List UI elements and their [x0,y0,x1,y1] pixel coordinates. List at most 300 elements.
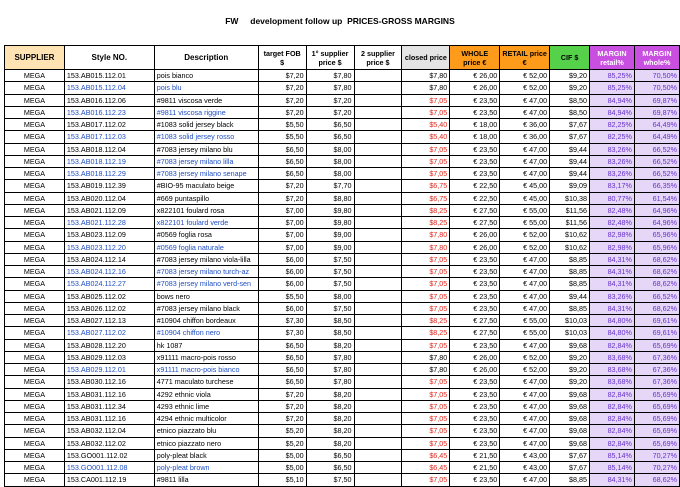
cell-supplier1-price[interactable]: $7,80 [306,82,354,94]
cell-style-no[interactable]: 153.GO001.112.02 [64,449,154,461]
cell-margin-retail[interactable]: 84,31% [590,266,635,278]
cell-supplier2-price[interactable] [354,388,402,400]
cell-closed-price[interactable]: $6,45 [402,462,450,474]
cell-margin-retail[interactable]: 82,84% [590,413,635,425]
cell-retail-price[interactable]: € 47,00 [500,94,550,106]
cell-cif[interactable]: $9,09 [550,180,590,192]
cell-cif[interactable]: $9,44 [550,155,590,167]
cell-cif[interactable]: $10,03 [550,327,590,339]
cell-target-fob[interactable]: $6,00 [258,266,306,278]
cell-margin-retail[interactable]: 82,84% [590,425,635,437]
cell-supplier1-price[interactable]: $6,50 [306,131,354,143]
cell-retail-price[interactable]: € 47,00 [500,413,550,425]
cell-retail-price[interactable]: € 47,00 [500,339,550,351]
cell-supplier[interactable]: MEGA [5,131,65,143]
cell-style-no[interactable]: 153.AB017.112.03 [64,131,154,143]
cell-description[interactable]: #1083 solid jersey black [154,119,258,131]
cell-margin-whole[interactable]: 68,62% [634,474,679,486]
cell-cif[interactable]: $11,56 [550,217,590,229]
cell-cif[interactable]: $10,03 [550,315,590,327]
cell-closed-price[interactable]: $5,40 [402,119,450,131]
cell-supplier2-price[interactable] [354,204,402,216]
cell-supplier1-price[interactable]: $8,00 [306,168,354,180]
cell-supplier2-price[interactable] [354,143,402,155]
cell-margin-whole[interactable]: 69,61% [634,315,679,327]
cell-description[interactable]: #10904 chiffon bordeaux [154,315,258,327]
cell-target-fob[interactable]: $7,30 [258,315,306,327]
cell-description[interactable]: #7083 jersey milano senape [154,168,258,180]
cell-whole-price[interactable]: € 23,50 [450,400,500,412]
cell-retail-price[interactable]: € 47,00 [500,437,550,449]
cell-supplier2-price[interactable] [354,302,402,314]
cell-retail-price[interactable]: € 47,00 [500,106,550,118]
header-retail-price[interactable]: RETAIL price € [500,46,550,70]
cell-description[interactable]: #9811 lilla [154,474,258,486]
cell-description[interactable]: 4292 ethnic viola [154,388,258,400]
cell-supplier[interactable]: MEGA [5,217,65,229]
cell-target-fob[interactable]: $7,00 [258,241,306,253]
cell-closed-price[interactable]: $8,25 [402,327,450,339]
cell-whole-price[interactable]: € 23,50 [450,143,500,155]
cell-retail-price[interactable]: € 47,00 [500,168,550,180]
cell-supplier2-price[interactable] [354,425,402,437]
cell-target-fob[interactable]: $6,50 [258,168,306,180]
cell-description[interactable]: bows nero [154,290,258,302]
cell-target-fob[interactable]: $7,20 [258,94,306,106]
cell-retail-price[interactable]: € 47,00 [500,400,550,412]
cell-retail-price[interactable]: € 36,00 [500,119,550,131]
cell-target-fob[interactable]: $6,50 [258,143,306,155]
cell-supplier[interactable]: MEGA [5,168,65,180]
cell-margin-whole[interactable]: 64,96% [634,217,679,229]
cell-supplier2-price[interactable] [354,217,402,229]
cell-style-no[interactable]: 153.AB027.112.02 [64,327,154,339]
cell-style-no[interactable]: 153.AB032.112.04 [64,425,154,437]
cell-margin-retail[interactable]: 85,25% [590,70,635,82]
cell-margin-retail[interactable]: 83,26% [590,143,635,155]
cell-style-no[interactable]: 153.AB024.112.14 [64,253,154,265]
cell-supplier2-price[interactable] [354,131,402,143]
cell-cif[interactable]: $8,85 [550,278,590,290]
cell-whole-price[interactable]: € 27,50 [450,204,500,216]
cell-supplier1-price[interactable]: $7,50 [306,253,354,265]
cell-margin-retail[interactable]: 82,84% [590,400,635,412]
cell-cif[interactable]: $9,20 [550,364,590,376]
cell-retail-price[interactable]: € 47,00 [500,388,550,400]
cell-margin-retail[interactable]: 82,84% [590,437,635,449]
cell-margin-retail[interactable]: 82,48% [590,204,635,216]
cell-whole-price[interactable]: € 18,00 [450,119,500,131]
cell-margin-whole[interactable]: 64,49% [634,131,679,143]
cell-cif[interactable]: $9,68 [550,339,590,351]
cell-retail-price[interactable]: € 45,00 [500,192,550,204]
cell-margin-whole[interactable]: 70,50% [634,82,679,94]
cell-whole-price[interactable]: € 23,50 [450,376,500,388]
cell-margin-whole[interactable]: 65,69% [634,400,679,412]
cell-description[interactable]: 4771 maculato turchese [154,376,258,388]
header-margin-whole[interactable]: MARGIN whole% [634,46,679,70]
cell-cif[interactable]: $9,68 [550,413,590,425]
cell-cif[interactable]: $9,68 [550,437,590,449]
cell-whole-price[interactable]: € 21,50 [450,449,500,461]
cell-whole-price[interactable]: € 23,50 [450,94,500,106]
header-closed-price[interactable]: closed price [402,46,450,70]
cell-supplier1-price[interactable]: $8,00 [306,143,354,155]
cell-closed-price[interactable]: $8,25 [402,217,450,229]
cell-margin-whole[interactable]: 65,96% [634,229,679,241]
cell-supplier[interactable]: MEGA [5,82,65,94]
cell-target-fob[interactable]: $6,00 [258,278,306,290]
cell-retail-price[interactable]: € 47,00 [500,302,550,314]
cell-closed-price[interactable]: $7,05 [402,376,450,388]
cell-supplier2-price[interactable] [354,241,402,253]
cell-whole-price[interactable]: € 23,50 [450,437,500,449]
cell-style-no[interactable]: 153.AB023.112.20 [64,241,154,253]
cell-supplier2-price[interactable] [354,119,402,131]
cell-supplier[interactable]: MEGA [5,290,65,302]
cell-cif[interactable]: $8,85 [550,266,590,278]
cell-margin-whole[interactable]: 68,62% [634,302,679,314]
cell-margin-retail[interactable]: 85,14% [590,462,635,474]
cell-supplier1-price[interactable]: $6,50 [306,119,354,131]
cell-retail-price[interactable]: € 47,00 [500,278,550,290]
cell-closed-price[interactable]: $7,80 [402,229,450,241]
cell-supplier1-price[interactable]: $8,00 [306,290,354,302]
cell-whole-price[interactable]: € 23,50 [450,425,500,437]
cell-retail-price[interactable]: € 47,00 [500,425,550,437]
cell-whole-price[interactable]: € 26,00 [450,351,500,363]
cell-style-no[interactable]: 153.AB018.112.04 [64,143,154,155]
cell-supplier1-price[interactable]: $8,20 [306,388,354,400]
cell-target-fob[interactable]: $5,50 [258,131,306,143]
cell-description[interactable]: #7083 jersey milano lilla [154,155,258,167]
cell-cif[interactable]: $10,38 [550,192,590,204]
cell-cif[interactable]: $9,44 [550,143,590,155]
cell-target-fob[interactable]: $7,20 [258,70,306,82]
cell-supplier2-price[interactable] [354,315,402,327]
cell-margin-retail[interactable]: 83,68% [590,351,635,363]
cell-retail-price[interactable]: € 52,00 [500,82,550,94]
cell-whole-price[interactable]: € 23,50 [450,474,500,486]
cell-margin-retail[interactable]: 83,17% [590,180,635,192]
cell-supplier1-price[interactable]: $8,80 [306,192,354,204]
cell-margin-whole[interactable]: 61,54% [634,192,679,204]
cell-description[interactable]: #669 puntaspillo [154,192,258,204]
cell-style-no[interactable]: 153.AB018.112.19 [64,155,154,167]
cell-supplier[interactable]: MEGA [5,339,65,351]
cell-closed-price[interactable]: $7,05 [402,155,450,167]
cell-supplier[interactable]: MEGA [5,315,65,327]
cell-cif[interactable]: $8,50 [550,94,590,106]
cell-supplier[interactable]: MEGA [5,437,65,449]
cell-supplier2-price[interactable] [354,437,402,449]
cell-description[interactable]: pois bianco [154,70,258,82]
cell-supplier2-price[interactable] [354,400,402,412]
cell-description[interactable]: pois blu [154,82,258,94]
cell-supplier1-price[interactable]: $8,00 [306,155,354,167]
cell-retail-price[interactable]: € 36,00 [500,131,550,143]
cell-margin-whole[interactable]: 66,35% [634,180,679,192]
cell-target-fob[interactable]: $6,00 [258,253,306,265]
cell-closed-price[interactable]: $8,25 [402,315,450,327]
cell-supplier2-price[interactable] [354,290,402,302]
cell-retail-price[interactable]: € 55,00 [500,327,550,339]
cell-margin-retail[interactable]: 84,94% [590,106,635,118]
cell-supplier1-price[interactable]: $9,00 [306,229,354,241]
cell-style-no[interactable]: 153.GO001.112.08 [64,462,154,474]
cell-cif[interactable]: $10,62 [550,241,590,253]
cell-cif[interactable]: $8,85 [550,474,590,486]
cell-supplier[interactable]: MEGA [5,106,65,118]
cell-whole-price[interactable]: € 23,50 [450,413,500,425]
cell-supplier1-price[interactable]: $7,50 [306,266,354,278]
header-cif[interactable]: CIF $ [550,46,590,70]
cell-retail-price[interactable]: € 52,00 [500,70,550,82]
cell-cif[interactable]: $8,85 [550,253,590,265]
cell-closed-price[interactable]: $7,80 [402,364,450,376]
cell-margin-retail[interactable]: 82,84% [590,339,635,351]
cell-description[interactable]: #9811 viscosa riggine [154,106,258,118]
cell-style-no[interactable]: 153.AB019.112.39 [64,180,154,192]
cell-cif[interactable]: $9,68 [550,388,590,400]
cell-margin-whole[interactable]: 65,69% [634,413,679,425]
cell-style-no[interactable]: 153.AB023.112.09 [64,229,154,241]
cell-whole-price[interactable]: € 27,50 [450,327,500,339]
cell-supplier1-price[interactable]: $9,80 [306,217,354,229]
cell-margin-whole[interactable]: 66,52% [634,290,679,302]
cell-whole-price[interactable]: € 23,50 [450,302,500,314]
cell-margin-whole[interactable]: 67,36% [634,364,679,376]
cell-description[interactable]: #0569 foglia naturale [154,241,258,253]
cell-supplier[interactable]: MEGA [5,266,65,278]
cell-whole-price[interactable]: € 27,50 [450,217,500,229]
cell-description[interactable]: #7083 jersey milano verd-sen [154,278,258,290]
cell-supplier1-price[interactable]: $8,50 [306,327,354,339]
cell-target-fob[interactable]: $7,00 [258,217,306,229]
cell-target-fob[interactable]: $7,20 [258,82,306,94]
cell-target-fob[interactable]: $6,50 [258,364,306,376]
cell-target-fob[interactable]: $6,50 [258,155,306,167]
cell-margin-whole[interactable]: 64,96% [634,204,679,216]
cell-supplier2-price[interactable] [354,278,402,290]
cell-target-fob[interactable]: $6,50 [258,351,306,363]
cell-retail-price[interactable]: € 43,00 [500,449,550,461]
cell-cif[interactable]: $9,68 [550,400,590,412]
cell-style-no[interactable]: 153.AB015.112.04 [64,82,154,94]
cell-cif[interactable]: $9,68 [550,425,590,437]
cell-closed-price[interactable]: $7,05 [402,143,450,155]
cell-description[interactable]: #BIO-95 maculato beige [154,180,258,192]
cell-margin-retail[interactable]: 82,84% [590,388,635,400]
cell-margin-whole[interactable]: 70,27% [634,462,679,474]
cell-closed-price[interactable]: $7,05 [402,106,450,118]
cell-supplier2-price[interactable] [354,82,402,94]
cell-closed-price[interactable]: $7,05 [402,413,450,425]
cell-supplier1-price[interactable]: $7,80 [306,364,354,376]
cell-closed-price[interactable]: $6,45 [402,449,450,461]
cell-cif[interactable]: $9,20 [550,376,590,388]
cell-supplier[interactable]: MEGA [5,413,65,425]
cell-style-no[interactable]: 153.AB028.112.20 [64,339,154,351]
cell-description[interactable]: x91111 macro-pois bianco [154,364,258,376]
cell-whole-price[interactable]: € 26,00 [450,82,500,94]
cell-target-fob[interactable]: $7,20 [258,413,306,425]
cell-description[interactable]: x91111 macro-pois rosso [154,351,258,363]
cell-supplier2-price[interactable] [354,253,402,265]
cell-description[interactable]: poly-pleat brown [154,462,258,474]
cell-description[interactable]: #7083 jersey milano turch-az [154,266,258,278]
cell-whole-price[interactable]: € 23,50 [450,290,500,302]
header-supplier[interactable]: SUPPLIER [5,46,65,70]
cell-style-no[interactable]: 153.AB026.112.02 [64,302,154,314]
cell-description[interactable]: #7083 jersey milano black [154,302,258,314]
cell-target-fob[interactable]: $5,50 [258,290,306,302]
cell-supplier1-price[interactable]: $7,80 [306,351,354,363]
cell-target-fob[interactable]: $6,50 [258,339,306,351]
cell-supplier[interactable]: MEGA [5,180,65,192]
cell-retail-price[interactable]: € 43,00 [500,462,550,474]
cell-retail-price[interactable]: € 52,00 [500,351,550,363]
cell-supplier2-price[interactable] [354,192,402,204]
cell-margin-whole[interactable]: 68,62% [634,278,679,290]
cell-description[interactable]: #1083 solid jersey rosso [154,131,258,143]
cell-cif[interactable]: $7,67 [550,131,590,143]
cell-supplier[interactable]: MEGA [5,278,65,290]
cell-retail-price[interactable]: € 45,00 [500,180,550,192]
cell-supplier[interactable]: MEGA [5,302,65,314]
cell-retail-price[interactable]: € 47,00 [500,290,550,302]
cell-supplier2-price[interactable] [354,180,402,192]
cell-margin-retail[interactable]: 85,14% [590,449,635,461]
cell-margin-whole[interactable]: 65,69% [634,425,679,437]
cell-supplier1-price[interactable]: $8,50 [306,315,354,327]
cell-whole-price[interactable]: € 23,50 [450,253,500,265]
cell-target-fob[interactable]: $5,00 [258,449,306,461]
cell-whole-price[interactable]: € 26,00 [450,364,500,376]
cell-cif[interactable]: $7,67 [550,462,590,474]
cell-supplier[interactable]: MEGA [5,253,65,265]
cell-supplier1-price[interactable]: $7,80 [306,376,354,388]
cell-margin-whole[interactable]: 65,69% [634,339,679,351]
cell-cif[interactable]: $7,67 [550,449,590,461]
cell-margin-retail[interactable]: 83,68% [590,376,635,388]
cell-margin-whole[interactable]: 69,61% [634,327,679,339]
cell-supplier1-price[interactable]: $7,20 [306,106,354,118]
cell-margin-retail[interactable]: 84,31% [590,302,635,314]
cell-supplier1-price[interactable]: $9,00 [306,241,354,253]
cell-style-no[interactable]: 153.AB015.112.01 [64,70,154,82]
cell-target-fob[interactable]: $7,20 [258,106,306,118]
cell-style-no[interactable]: 153.AB021.112.09 [64,204,154,216]
cell-closed-price[interactable]: $7,05 [402,437,450,449]
cell-supplier[interactable]: MEGA [5,229,65,241]
cell-supplier[interactable]: MEGA [5,364,65,376]
cell-style-no[interactable]: 153.AB024.112.27 [64,278,154,290]
cell-supplier[interactable]: MEGA [5,143,65,155]
header-supplier1-price[interactable]: 1° supplier price $ [306,46,354,70]
cell-margin-retail[interactable]: 84,31% [590,474,635,486]
cell-whole-price[interactable]: € 23,50 [450,278,500,290]
cell-closed-price[interactable]: $7,05 [402,290,450,302]
cell-target-fob[interactable]: $7,20 [258,388,306,400]
cell-description[interactable]: #0569 foglia rosa [154,229,258,241]
cell-style-no[interactable]: 153.AB029.112.01 [64,364,154,376]
cell-supplier1-price[interactable]: $6,50 [306,462,354,474]
cell-style-no[interactable]: 153.AB025.112.02 [64,290,154,302]
cell-whole-price[interactable]: € 23,50 [450,155,500,167]
cell-whole-price[interactable]: € 21,50 [450,462,500,474]
cell-description[interactable]: #9811 viscosa verde [154,94,258,106]
cell-target-fob[interactable]: $7,20 [258,180,306,192]
cell-margin-whole[interactable]: 69,87% [634,106,679,118]
cell-style-no[interactable]: 153.AB016.112.23 [64,106,154,118]
cell-target-fob[interactable]: $7,00 [258,229,306,241]
cell-margin-whole[interactable]: 65,69% [634,388,679,400]
cell-cif[interactable]: $9,20 [550,82,590,94]
cell-style-no[interactable]: 153.AB021.112.28 [64,217,154,229]
cell-closed-price[interactable]: $7,05 [402,388,450,400]
cell-closed-price[interactable]: $7,05 [402,253,450,265]
cell-target-fob[interactable]: $5,20 [258,425,306,437]
cell-closed-price[interactable]: $7,05 [402,278,450,290]
cell-retail-price[interactable]: € 52,00 [500,229,550,241]
cell-margin-whole[interactable]: 70,27% [634,449,679,461]
cell-supplier1-price[interactable]: $6,50 [306,449,354,461]
cell-supplier2-price[interactable] [354,168,402,180]
cell-retail-price[interactable]: € 55,00 [500,204,550,216]
cell-supplier2-price[interactable] [354,229,402,241]
cell-margin-retail[interactable]: 82,25% [590,131,635,143]
cell-closed-price[interactable]: $7,05 [402,168,450,180]
cell-supplier1-price[interactable]: $7,70 [306,180,354,192]
cell-target-fob[interactable]: $7,20 [258,400,306,412]
cell-supplier2-price[interactable] [354,155,402,167]
cell-margin-retail[interactable]: 82,98% [590,241,635,253]
cell-description[interactable]: #7083 jersey milano blu [154,143,258,155]
cell-whole-price[interactable]: € 18,00 [450,131,500,143]
cell-supplier[interactable]: MEGA [5,94,65,106]
cell-style-no[interactable]: 153.AB017.112.02 [64,119,154,131]
cell-supplier2-price[interactable] [354,327,402,339]
cell-whole-price[interactable]: € 23,50 [450,168,500,180]
cell-retail-price[interactable]: € 47,00 [500,253,550,265]
cell-whole-price[interactable]: € 23,50 [450,266,500,278]
cell-whole-price[interactable]: € 22,50 [450,180,500,192]
cell-supplier1-price[interactable]: $8,20 [306,413,354,425]
cell-description[interactable]: etnico piazzato nero [154,437,258,449]
cell-retail-price[interactable]: € 55,00 [500,315,550,327]
cell-closed-price[interactable]: $8,25 [402,204,450,216]
header-supplier2-price[interactable]: 2 supplier price $ [354,46,402,70]
cell-closed-price[interactable]: $7,80 [402,241,450,253]
cell-margin-whole[interactable]: 65,96% [634,241,679,253]
cell-supplier[interactable]: MEGA [5,449,65,461]
cell-target-fob[interactable]: $7,30 [258,327,306,339]
cell-closed-price[interactable]: $7,05 [402,400,450,412]
cell-description[interactable]: 4294 ethnic multicolor [154,413,258,425]
cell-margin-retail[interactable]: 84,80% [590,327,635,339]
cell-margin-retail[interactable]: 84,94% [590,94,635,106]
cell-cif[interactable]: $9,20 [550,70,590,82]
cell-style-no[interactable]: 153.CA001.112.19 [64,474,154,486]
cell-closed-price[interactable]: $7,05 [402,474,450,486]
cell-margin-whole[interactable]: 68,62% [634,266,679,278]
cell-cif[interactable]: $7,67 [550,119,590,131]
cell-style-no[interactable]: 153.AB024.112.16 [64,266,154,278]
cell-supplier2-price[interactable] [354,339,402,351]
cell-whole-price[interactable]: € 23,50 [450,106,500,118]
cell-retail-price[interactable]: € 55,00 [500,217,550,229]
